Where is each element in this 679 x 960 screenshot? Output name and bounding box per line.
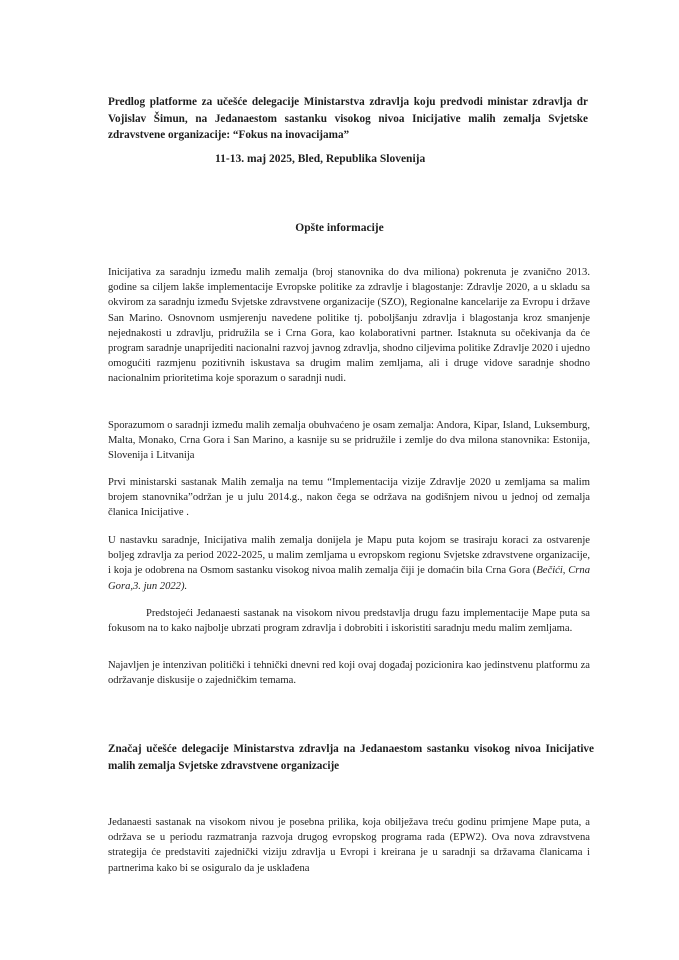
paragraph-roadmap	[108, 533, 590, 594]
paragraph-roadmap-italic: Bečići, Crna Gora,3. jun 2022).	[108, 565, 590, 592]
document-title: Predlog platforme za učešće delegacije Ministarstva zdravlja koju predvodi ministar zdravlja dr Vojislav Šimun, na Jedanaestom sastanku visokog nivoa Inicijative malih zemalja Svjetske zdravstvene organizacije: “Fokus na inovacijama”	[108, 96, 588, 141]
section-heading-general-info: Opšte informacije	[295, 222, 384, 234]
paragraph-upcoming-meeting: Predstojeći Jedanaesti sastanak na visokom nivou predstavlja drugu fazu implementacije Mape puta sa fokusom na to kako najbolje ubrzati program zdravlja i dobrobiti i iskoristiti saradnju medu malim zemljama.	[108, 608, 590, 635]
paragraph-intro: Inicijativa za saradnju između malih zemalja (broj stanovnika do dva miliona) pokrenuta je zvanično 2013. godine sa ciljem lakše implementacije Evropske politike za zdravlje i blagostanje: Zdravlje 2020, a u skladu sa okvirom za saradnju između Svjetske zdravstvene organizacije (SZO), Regionalne kancelarije za Evropu i države San Marino. Osnovnom usmjerenju navedene politike tj. poboljšanju zdravlja i blagostanja kroz smanjenje nejednakosti u zdravlju, pridružila se i Crna Gora, kao kolaborativni partner. Istaknuta su očekivanja da će program saradnje unaprijediti nacionalni razvoj javnog zdravlja, shodno ciljevima politike Zdravlje 2020 i ujedno omogućiti razmjenu pozitivnih iskustava sa drugim malim zemljama, ali i druge vidove saradnje shodno nacionalnim prioritetima koje sporazum o saradnji nudi.	[108, 267, 590, 385]
paragraph-agenda: Najavljen je intenzivan politički i tehnički dnevni red koji ovaj događaj pozicionira kao jedinstvenu platformu za održavanje diskusije o zajedničkim temama.	[108, 660, 590, 687]
section-heading-significance: Značaj učešće delegacije Ministarstva zdravlja na Jedanaestom sastanku visokog nivoa Inicijative malih zemalja Svjetske zdravstvene organizacije	[108, 743, 594, 772]
paragraph-countries: Sporazumom o saradnji između malih zemalja obuhvaćeno je osam zemalja: Andora, Kipar, Island, Luksemburg, Malta, Monako, Crna Gora i San Marino, a kasnije su se pridružile i zemlje do dva milona stanovnika: Estonija, Slovenija i Litvanija	[108, 420, 590, 462]
date-place: 11-13. maj 2025, Bled, Republika Slovenija	[215, 153, 426, 165]
paragraph-roadmap-text: U nastavku saradnje, Inicijativa malih zemalja donijela je Mapu puta kojom se trasiraju koraci za ostvarenje boljeg zdravlja za period 2022-2025, u malim zemljama u evropskom regionu Svjetske zdravstvene organizacije, i koja je odobrena na Osmom sastanku visokog nivoa malih zemalja čiji je domaćin bila Crna Gora (	[108, 535, 590, 577]
paragraph-significance: Jedanaesti sastanak na visokom nivou je posebna prilika, koja obilježava treću godinu primjene Mape puta, a održava se u periodu razmatranja razvoja drugog evropskog programa rada (EPW2). Ova nova zdravstvena strategija će predstaviti zajednički viziju zdravlja u Evropi i kreirana je u saradnji sa državama članicama i partnerima kako bi se osiguralo da je usklađena	[108, 817, 590, 874]
paragraph-first-meeting: Prvi ministarski sastanak Malih zemalja na temu “Implementacija vizije Zdravlje 2020 u zemljama sa malim brojem stanovnika”održan je u julu 2014.g., nakon čega se održava na godišnjem nivou u jednoj od zemalja članica Inicijative .	[108, 477, 590, 519]
